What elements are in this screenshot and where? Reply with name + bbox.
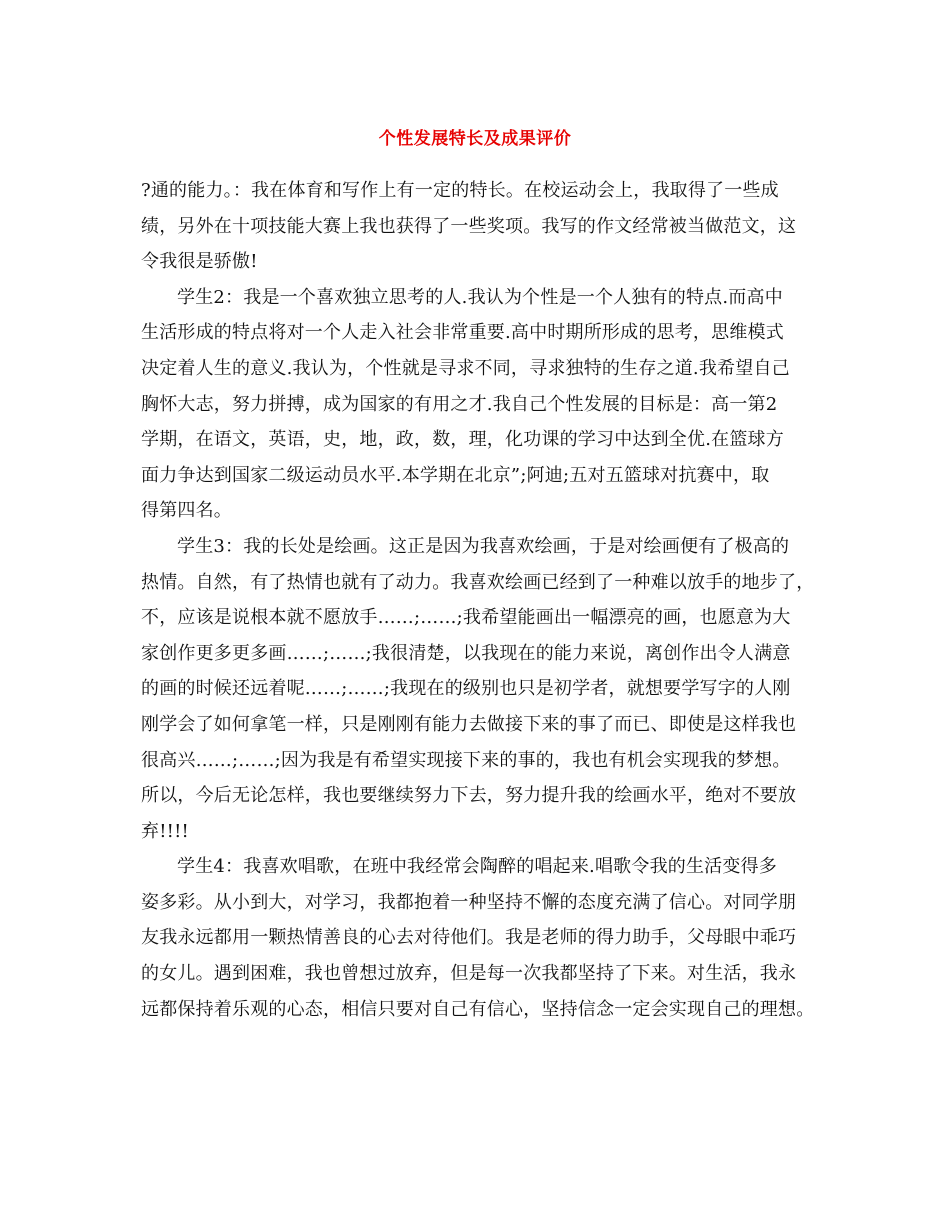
paragraph-line: 令我很是骄傲! bbox=[141, 251, 258, 273]
paragraph-line: 决定着人生的意义.我认为，个性就是寻求不同，寻求独特的生存之道.我希望自己 bbox=[141, 357, 790, 379]
paragraph-line: 学生4：我喜欢唱歌，在班中我经常会陶醉的唱起来.唱歌令我的生活变得多 bbox=[177, 856, 777, 878]
paragraph-line: 胸怀大志，努力拼搏，成为国家的有用之才.我自己个性发展的目标是：高一第2 bbox=[141, 393, 778, 415]
paragraph-line: 家创作更多更多画……;……;我很清楚，以我现在的能力来说，离创作出令人满意 bbox=[141, 642, 791, 664]
paragraph-line: 得第四名。 bbox=[141, 500, 232, 522]
paragraph-line: 面力争达到国家二级运动员水平.本学期在北京”;阿迪;五对五篮球对抗赛中，取 bbox=[141, 464, 770, 486]
paragraph-line: 所以，今后无论怎样，我也要继续努力下去，努力提升我的绘画水平，绝对不要放 bbox=[141, 785, 797, 807]
paragraph-line: 很高兴……;……;因为我是有希望实现接下来的事的，我也有机会实现我的梦想。 bbox=[141, 749, 791, 771]
paragraph-line: 不，应该是说根本就不愿放手……;……;我希望能画出一幅漂亮的画，也愿意为大 bbox=[141, 607, 791, 629]
paragraph-line: 弃!!!! bbox=[141, 820, 189, 842]
paragraph-line: 的画的时候还远着呢……;……;我现在的级别也只是初学者，就想要学写字的人刚 bbox=[141, 678, 791, 700]
paragraph-line: 生活形成的特点将对一个人走入社会非常重要.高中时期所形成的思考，思维模式 bbox=[141, 322, 784, 344]
paragraph-line: 友我永远都用一颗热情善良的心去对待他们。我是老师的得力助手，父母眼中乖巧 bbox=[141, 927, 797, 949]
paragraph-line: 绩，另外在十项技能大赛上我也获得了一些奖项。我写的作文经常被当做范文，这 bbox=[141, 215, 797, 237]
paragraph-line: 热情。自然，有了热情也就有了动力。我喜欢绘画已经到了一种难以放手的地步了， bbox=[141, 571, 815, 593]
document-title: 个性发展特长及成果评价 bbox=[378, 129, 572, 149]
document-body bbox=[141, 173, 831, 1027]
paragraph-line: 刚学会了如何拿笔一样，只是刚刚有能力去做接下来的事了而已、即使是这样我也 bbox=[141, 713, 797, 735]
paragraph-line: 学生3：我的长处是绘画。这正是因为我喜欢绘画，于是对绘画便有了极高的 bbox=[177, 535, 790, 557]
paragraph-line: 远都保持着乐观的心态，相信只要对自己有信心，坚持信念一定会实现自己的理想。 bbox=[141, 998, 815, 1020]
paragraph-line: 学生2：我是一个喜欢独立思考的人.我认为个性是一个人独有的特点.而高中 bbox=[177, 286, 783, 308]
paragraph-line: 姿多彩。从小到大，对学习，我都抱着一种坚持不懈的态度充满了信心。对同学朋 bbox=[141, 891, 797, 913]
paragraph-line: ?通的能力。：我在体育和写作上有一定的特长。在校运动会上，我取得了一些成 bbox=[141, 180, 779, 201]
paragraph-line: 学期，在语文，英语，史，地，政，数，理，化功课的学习中达到全优.在篮球方 bbox=[141, 429, 784, 451]
paragraph-line: 的女儿。遇到困难，我也曾想过放弃，但是每一次我都坚持了下来。对生活，我永 bbox=[141, 963, 797, 985]
